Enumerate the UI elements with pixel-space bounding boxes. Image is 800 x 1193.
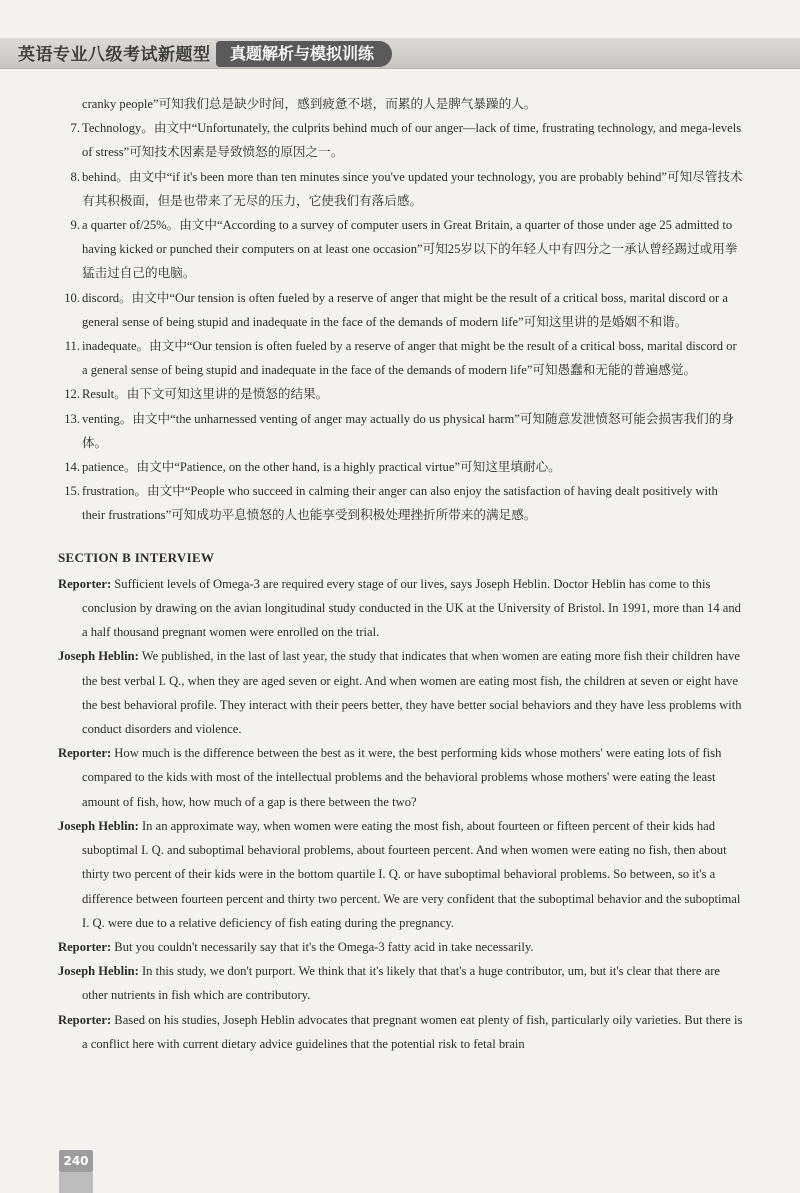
- page-number: 240: [59, 1150, 93, 1172]
- answer-text: Technology。由文中“Unfortunately, the culprits behind much of our anger—lack of time, frustrating technology, and mega-levels of stress”可知技术因素是导致愤怒的原因之一。: [82, 121, 742, 160]
- answer-number: 7.: [70, 121, 80, 136]
- page-header: [0, 36, 800, 70]
- series-label: 真题解析与模拟训练: [216, 41, 392, 67]
- speech-text: In this study, we don't purport. We think that it's likely that that's a huge contributor, um, but it's clear that there are other nutrients in fish which are contributory.: [82, 964, 720, 1003]
- answer-number: 11.: [64, 339, 80, 354]
- answer-number: 8.: [70, 169, 80, 184]
- transcript-paragraph: [58, 1008, 744, 1056]
- book-title: 英语专业八级考试新题型: [18, 45, 211, 65]
- answer-item: [58, 382, 744, 406]
- answer-text: inadequate。由文中“Our tension is often fueled by a reserve of anger that might be the result of a critical boss, marital discord or a general sense of being stupid and inadequate in the face of the demands of modern life”可知愚蠢和无能的普遍感觉。: [82, 339, 737, 378]
- speaker-label: Joseph Heblin:: [58, 964, 139, 979]
- answer-item: [58, 334, 744, 382]
- page-number-tab: [59, 1172, 93, 1193]
- speaker-label: Reporter:: [58, 939, 112, 954]
- speech-text: We published, in the last of last year, the study that indicates that when women are eating more fish their children have the best verbal I. Q., when they are aged seven or eight. And when women are eating most fish, the children at seven or eight have the best behavioral profile. They interact with their peers better, they have better social behaviors and they have less problems with conduct disorders and violence.: [82, 649, 742, 737]
- transcript-paragraph: [58, 741, 744, 814]
- speaker-label: Reporter:: [58, 746, 112, 761]
- answer-item: [58, 286, 744, 334]
- answer-list: [58, 116, 744, 527]
- speaker-label: Joseph Heblin:: [58, 649, 139, 664]
- answer-text: behind。由文中“if it's been more than ten minutes since you've updated your technology, you are probably behind”可知尽管技术有其积极面，但是也带来了无尽的压力，它使我们有落后感。: [82, 169, 743, 208]
- speech-text: Based on his studies, Joseph Heblin advocates that pregnant women eat plenty of fish, particularly oily varieties. But there is a conflict here with current dietary advice guidelines that the potential risk to fetal brain: [82, 1012, 743, 1051]
- transcript-paragraph: [58, 935, 744, 959]
- answer-continuation: cranky people”可知我们总是缺少时间，感到疲惫不堪，而累的人是脾气暴躁的人。: [82, 97, 537, 111]
- transcript-paragraph: [58, 959, 744, 1007]
- answer-number: 9.: [70, 218, 80, 233]
- answer-text: a quarter of/25%。由文中“According to a survey of computer users in Great Britain, a quarter of those under age 25 admitted to having kicked or punched their computers on at least one occasion”可知25岁以下的年轻人中有四分之一承认曾经踢过或用拳猛击过自己的电脑。: [82, 218, 738, 281]
- answer-text: Result。由下文可知这里讲的是愤怒的结果。: [82, 387, 329, 402]
- answer-text: venting。由文中“the unharnessed venting of anger may actually do us physical harm”可知随意发泄愤怒可能会损害我们的身体。: [82, 411, 734, 450]
- interview-transcript: [58, 572, 744, 1056]
- transcript-paragraph: [58, 814, 744, 935]
- answer-number: 14.: [64, 460, 80, 475]
- answer-item: [58, 455, 744, 479]
- answer-item: [58, 407, 744, 455]
- answer-item: [58, 165, 744, 213]
- answer-number: 10.: [64, 290, 80, 305]
- answer-item: [58, 479, 744, 527]
- speaker-label: Reporter:: [58, 576, 112, 591]
- answer-text: frustration。由文中“People who succeed in calming their anger can also enjoy the satisfaction of having dealt positively with their frustrations”可知成功平息愤怒的人也能享受到积极处理挫折所带来的满足感。: [82, 484, 718, 523]
- page-content: [58, 92, 744, 1056]
- speech-text: Sufficient levels of Omega-3 are required every stage of our lives, says Joseph Heblin. Doctor Heblin has come to this conclusion by drawing on the avian longitudinal study conducted in the UK at the University of Bristol. In 1991, more than 14 and a half thousand pregnant women were enrolled on the trial.: [82, 576, 741, 640]
- speech-text: How much is the difference between the best as it were, the best performing kids whose mothers' were eating lots of fish compared to the kids with most of the intellectual problems and the behavioral problems whose mothers' were eating the least amount of fish, how, how much of a gap is there between the two?: [82, 746, 722, 809]
- speech-text: But you couldn't necessarily say that it's the Omega-3 fatty acid in take necessarily.: [111, 939, 534, 954]
- speaker-label: Joseph Heblin:: [58, 818, 139, 833]
- answer-text: discord。由文中“Our tension is often fueled by a reserve of anger that might be the result of a critical boss, marital discord or a general sense of being stupid and inadequate in the face of the demands of modern life”可知这里讲的是婚姻不和谐。: [82, 290, 728, 329]
- answer-number: 15.: [64, 484, 80, 499]
- speech-text: In an approximate way, when women were eating the most fish, about fourteen or fifteen percent of their kids had suboptimal I. Q. and suboptimal behavioral problems, about fourteen percent. And when women were eating no fish, then about thirty two percent of their kids were in the bottom quartile I. Q. or have suboptimal behavioral problems. So between, so it's a difference between fourteen percent and thirty two percent. We are very confident that the suboptimal behavior and the suboptimal I. Q. were due to a relative deficiency of fish eating during the pregnancy.: [82, 818, 741, 930]
- transcript-paragraph: [58, 572, 744, 645]
- section-heading: SECTION B INTERVIEW: [58, 549, 215, 565]
- answer-item: [58, 213, 744, 286]
- answer-number: 13.: [64, 411, 80, 426]
- transcript-paragraph: [58, 644, 744, 741]
- answer-item: [58, 116, 744, 164]
- speaker-label: Reporter:: [58, 1012, 112, 1027]
- answer-text: patience。由文中“Patience, on the other hand, is a highly practical virtue”可知这里填耐心。: [82, 460, 561, 475]
- answer-number: 12.: [64, 387, 80, 402]
